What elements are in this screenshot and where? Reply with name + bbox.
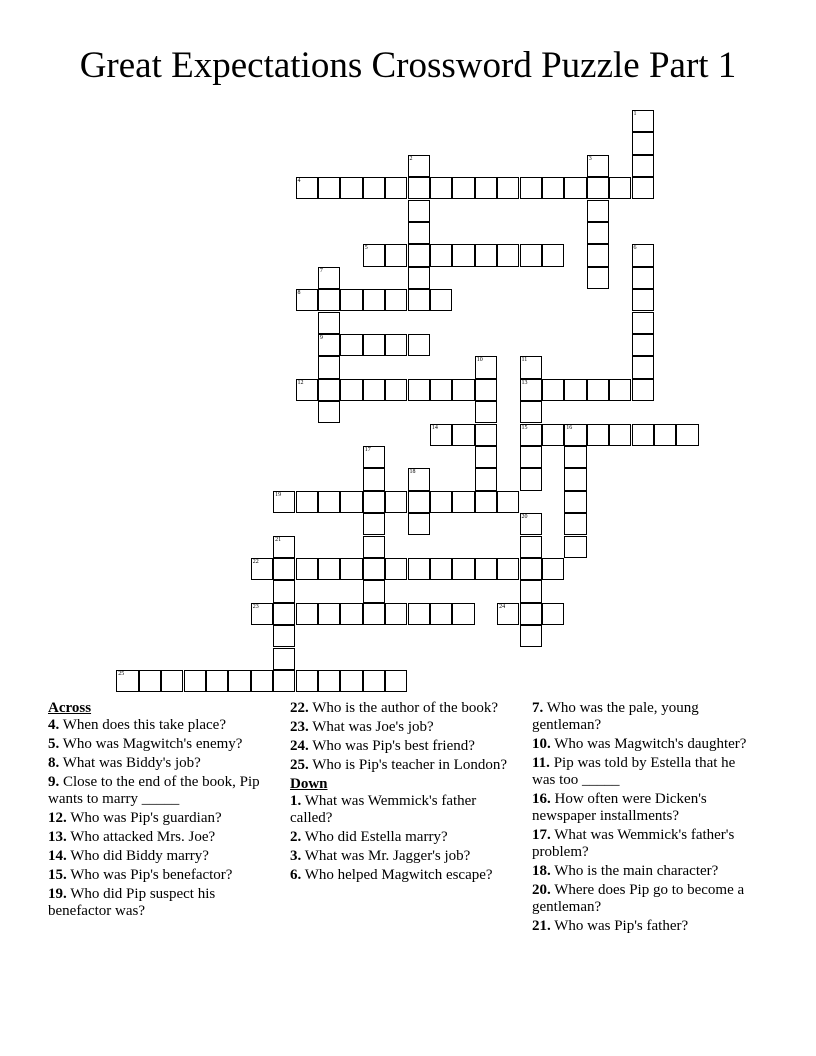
across-clue — [48, 774, 278, 808]
grid-cell[interactable] — [452, 379, 474, 401]
grid-cell[interactable] — [363, 289, 385, 311]
cell-number: 14 — [431, 424, 438, 431]
clue-number: 2. — [290, 829, 302, 845]
grid-cell[interactable] — [363, 491, 385, 513]
grid-cell[interactable] — [542, 424, 564, 446]
grid-cell[interactable] — [385, 670, 407, 692]
clues-column-2 — [290, 700, 515, 886]
grid-cell[interactable] — [497, 491, 519, 513]
grid-cell[interactable] — [587, 267, 609, 289]
clue-number: 1. — [290, 793, 302, 809]
across-clue — [48, 717, 278, 734]
grid-cell[interactable] — [340, 177, 362, 199]
grid-cell[interactable] — [452, 424, 474, 446]
grid-cell[interactable] — [632, 356, 654, 378]
grid-cell[interactable] — [520, 356, 542, 378]
across-clue — [290, 738, 515, 755]
grid-cell[interactable] — [632, 289, 654, 311]
grid-cell[interactable] — [184, 670, 206, 692]
grid-cell[interactable] — [430, 424, 452, 446]
clue-number: 14. — [48, 848, 67, 864]
cell-number: 22 — [252, 558, 259, 565]
down-clue — [532, 882, 762, 916]
clue-text: How often were Dicken's newspaper installments? — [532, 791, 707, 824]
grid-cell[interactable] — [273, 670, 295, 692]
grid-cell[interactable] — [430, 603, 452, 625]
grid-cell[interactable] — [318, 267, 340, 289]
grid-cell[interactable] — [452, 603, 474, 625]
grid-cell[interactable] — [296, 177, 318, 199]
grid-cell[interactable] — [520, 401, 542, 423]
grid-cell[interactable] — [385, 289, 407, 311]
clue-text: What was Mr. Jagger's job? — [301, 848, 471, 864]
cell-number: 10 — [476, 357, 483, 364]
grid-cell[interactable] — [520, 244, 542, 266]
clue-number: 11. — [532, 755, 550, 771]
clue-text: Who was Pip's father? — [550, 918, 689, 934]
cell-number: 1 — [633, 110, 637, 117]
grid-cell[interactable] — [564, 536, 586, 558]
grid-cell[interactable] — [273, 648, 295, 670]
grid-cell[interactable] — [363, 513, 385, 535]
cell-number: 8 — [297, 290, 301, 297]
grid-cell[interactable] — [475, 244, 497, 266]
grid-cell[interactable] — [363, 468, 385, 490]
grid-cell[interactable] — [497, 177, 519, 199]
grid-cell[interactable] — [632, 155, 654, 177]
grid-cell[interactable] — [228, 670, 250, 692]
grid-cell[interactable] — [116, 670, 138, 692]
grid-cell[interactable] — [475, 446, 497, 468]
grid-cell[interactable] — [273, 491, 295, 513]
grid-cell[interactable] — [520, 580, 542, 602]
grid-cell[interactable] — [520, 468, 542, 490]
clue-text: Close to the end of the book, Pip wants to marry _____ — [48, 774, 260, 807]
clue-number: 3. — [290, 848, 302, 864]
grid-cell[interactable] — [363, 580, 385, 602]
grid-cell[interactable] — [363, 446, 385, 468]
grid-cell[interactable] — [520, 177, 542, 199]
grid-cell[interactable] — [408, 222, 430, 244]
cell-number: 9 — [319, 334, 323, 341]
grid-cell[interactable] — [520, 558, 542, 580]
grid-cell[interactable] — [408, 468, 430, 490]
grid-cell[interactable] — [520, 536, 542, 558]
grid-cell[interactable] — [296, 379, 318, 401]
clue-number: 21. — [532, 918, 551, 934]
grid-cell[interactable] — [318, 670, 340, 692]
cell-number: 18 — [409, 469, 416, 476]
cell-number: 12 — [297, 379, 304, 386]
clue-text: Where does Pip go to become a gentleman? — [532, 882, 745, 915]
grid-cell[interactable] — [475, 401, 497, 423]
grid-cell[interactable] — [318, 603, 340, 625]
down-clue — [532, 791, 762, 825]
grid-cell[interactable] — [318, 356, 340, 378]
down-clue — [290, 793, 515, 827]
clue-text: Who did Biddy marry? — [66, 848, 209, 864]
across-clue — [48, 755, 278, 772]
grid-cell[interactable] — [632, 177, 654, 199]
clue-text: Who was Pip's best friend? — [308, 738, 475, 754]
grid-cell[interactable] — [632, 110, 654, 132]
clue-text: Who was Magwitch's daughter? — [550, 736, 747, 752]
grid-cell[interactable] — [430, 491, 452, 513]
grid-cell[interactable] — [542, 558, 564, 580]
cell-number: 20 — [521, 514, 528, 521]
grid-cell[interactable] — [564, 446, 586, 468]
grid-cell[interactable] — [318, 289, 340, 311]
grid-cell[interactable] — [452, 491, 474, 513]
clue-number: 8. — [48, 755, 60, 771]
clue-text: Who did Estella marry? — [301, 829, 448, 845]
across-clue — [290, 757, 515, 774]
grid-cell[interactable] — [296, 491, 318, 513]
clue-number: 19. — [48, 886, 67, 902]
grid-cell[interactable] — [273, 536, 295, 558]
grid-cell[interactable] — [430, 244, 452, 266]
grid-cell[interactable] — [520, 379, 542, 401]
clue-text: What was Wemmick's father called? — [290, 793, 477, 826]
cell-number: 15 — [521, 424, 528, 431]
across-clue — [48, 848, 278, 865]
cell-number: 16 — [566, 424, 573, 431]
clue-number: 5. — [48, 736, 60, 752]
grid-cell[interactable] — [452, 244, 474, 266]
grid-cell[interactable] — [587, 424, 609, 446]
grid-cell[interactable] — [273, 558, 295, 580]
cell-number: 13 — [521, 379, 528, 386]
grid-cell[interactable] — [296, 289, 318, 311]
grid-cell[interactable] — [430, 177, 452, 199]
across-clue — [48, 810, 278, 827]
cell-number: 21 — [275, 536, 282, 543]
grid-cell[interactable] — [542, 379, 564, 401]
grid-cell[interactable] — [609, 379, 631, 401]
grid-cell[interactable] — [587, 200, 609, 222]
grid-cell[interactable] — [475, 558, 497, 580]
cell-number: 5 — [364, 245, 368, 252]
grid-cell[interactable] — [475, 424, 497, 446]
grid-cell[interactable] — [340, 491, 362, 513]
across-clue — [290, 719, 515, 736]
grid-cell[interactable] — [654, 424, 676, 446]
grid-cell[interactable] — [564, 468, 586, 490]
grid-cell[interactable] — [520, 446, 542, 468]
grid-cell[interactable] — [363, 177, 385, 199]
grid-cell[interactable] — [318, 334, 340, 356]
clue-text: Who is the main character? — [550, 863, 719, 879]
grid-cell[interactable] — [408, 200, 430, 222]
grid-cell[interactable] — [273, 603, 295, 625]
cell-number: 2 — [409, 155, 413, 162]
cell-number: 25 — [118, 670, 125, 677]
grid-cell[interactable] — [296, 670, 318, 692]
grid-cell[interactable] — [452, 558, 474, 580]
grid-cell[interactable] — [430, 379, 452, 401]
clue-number: 4. — [48, 717, 60, 733]
grid-cell[interactable] — [542, 603, 564, 625]
grid-cell[interactable] — [430, 558, 452, 580]
clue-number: 22. — [290, 700, 309, 716]
grid-cell[interactable] — [676, 424, 698, 446]
clue-number: 25. — [290, 757, 309, 773]
clue-number: 7. — [532, 700, 544, 716]
clue-text: Who was Pip's guardian? — [66, 810, 222, 826]
clue-number: 24. — [290, 738, 309, 754]
page-title: Great Expectations Crossword Puzzle Part 1 — [79, 45, 737, 86]
clue-number: 16. — [532, 791, 551, 807]
clue-text: Pip was told by Estella that he was too _____ — [532, 755, 736, 788]
grid-cell[interactable] — [363, 558, 385, 580]
grid-cell[interactable] — [632, 267, 654, 289]
grid-cell[interactable] — [564, 491, 586, 513]
grid-cell[interactable] — [296, 603, 318, 625]
grid-cell[interactable] — [363, 670, 385, 692]
grid-cell[interactable] — [609, 177, 631, 199]
across-clue — [48, 867, 278, 884]
grid-cell[interactable] — [340, 670, 362, 692]
grid-cell[interactable] — [385, 491, 407, 513]
cell-number: 6 — [633, 245, 637, 252]
across-clue — [48, 829, 278, 846]
down-clue — [532, 827, 762, 861]
grid-cell[interactable] — [408, 603, 430, 625]
clue-text: Who helped Magwitch escape? — [301, 867, 493, 883]
grid-cell[interactable] — [385, 177, 407, 199]
grid-cell[interactable] — [273, 580, 295, 602]
grid-cell[interactable] — [542, 244, 564, 266]
grid-cell[interactable] — [497, 244, 519, 266]
grid-cell[interactable] — [408, 289, 430, 311]
clue-number: 17. — [532, 827, 551, 843]
grid-cell[interactable] — [587, 379, 609, 401]
grid-cell[interactable] — [273, 625, 295, 647]
grid-cell[interactable] — [251, 670, 273, 692]
grid-cell[interactable] — [318, 401, 340, 423]
down-clue — [290, 829, 515, 846]
grid-cell[interactable] — [564, 424, 586, 446]
clue-text: What was Joe's job? — [308, 719, 434, 735]
clue-text: Who did Pip suspect his benefactor was? — [48, 886, 216, 919]
clues-column-1 — [48, 700, 278, 922]
cell-number: 23 — [252, 603, 259, 610]
grid-cell[interactable] — [587, 177, 609, 199]
grid-cell[interactable] — [408, 558, 430, 580]
grid-cell[interactable] — [385, 558, 407, 580]
grid-cell[interactable] — [632, 379, 654, 401]
cell-number: 19 — [275, 491, 282, 498]
clue-text: Who was the pale, young gentleman? — [532, 700, 699, 733]
down-heading: Down — [290, 776, 328, 792]
clue-number: 9. — [48, 774, 60, 790]
grid-cell[interactable] — [385, 244, 407, 266]
grid-cell[interactable] — [475, 468, 497, 490]
grid-cell[interactable] — [520, 424, 542, 446]
grid-cell[interactable] — [408, 513, 430, 535]
down-clue — [532, 918, 762, 935]
grid-cell[interactable] — [206, 670, 228, 692]
across-clue — [290, 700, 515, 717]
grid-cell[interactable] — [318, 491, 340, 513]
cell-number: 3 — [588, 155, 592, 162]
grid-cell[interactable] — [408, 267, 430, 289]
grid-cell[interactable] — [363, 379, 385, 401]
clue-text: When does this take place? — [59, 717, 226, 733]
grid-cell[interactable] — [452, 177, 474, 199]
down-clue — [532, 736, 762, 753]
grid-cell[interactable] — [139, 670, 161, 692]
clues-column-3 — [532, 700, 762, 937]
clue-number: 15. — [48, 867, 67, 883]
grid-cell[interactable] — [632, 424, 654, 446]
clue-number: 13. — [48, 829, 67, 845]
cell-number: 24 — [499, 603, 506, 610]
cell-number: 4 — [297, 178, 301, 185]
clue-text: Who was Magwitch's enemy? — [59, 736, 243, 752]
grid-cell[interactable] — [408, 177, 430, 199]
grid-cell[interactable] — [632, 334, 654, 356]
grid-cell[interactable] — [475, 356, 497, 378]
down-clue — [532, 755, 762, 789]
grid-cell[interactable] — [385, 379, 407, 401]
grid-cell[interactable] — [430, 289, 452, 311]
grid-cell[interactable] — [475, 177, 497, 199]
grid-cell[interactable] — [363, 603, 385, 625]
grid-cell[interactable] — [251, 603, 273, 625]
grid-cell[interactable] — [385, 603, 407, 625]
clue-text: Who is the author of the book? — [308, 700, 499, 716]
grid-cell[interactable] — [587, 222, 609, 244]
grid-cell[interactable] — [587, 155, 609, 177]
grid-cell[interactable] — [520, 513, 542, 535]
grid-cell[interactable] — [363, 334, 385, 356]
clue-number: 10. — [532, 736, 551, 752]
across-heading: Across — [48, 700, 92, 716]
down-clue — [532, 863, 762, 880]
across-clue — [48, 886, 278, 920]
clue-text: Who attacked Mrs. Joe? — [66, 829, 216, 845]
grid-cell[interactable] — [564, 379, 586, 401]
grid-cell[interactable] — [363, 244, 385, 266]
grid-cell[interactable] — [340, 603, 362, 625]
down-clue — [290, 867, 515, 884]
grid-cell[interactable] — [520, 625, 542, 647]
clue-text: What was Biddy's job? — [59, 755, 201, 771]
grid-cell[interactable] — [564, 177, 586, 199]
grid-cell[interactable] — [340, 289, 362, 311]
grid-cell[interactable] — [340, 334, 362, 356]
clue-text: Who is Pip's teacher in London? — [308, 757, 507, 773]
grid-cell[interactable] — [363, 536, 385, 558]
grid-cell[interactable] — [564, 513, 586, 535]
grid-cell[interactable] — [542, 177, 564, 199]
clue-number: 6. — [290, 867, 302, 883]
grid-cell[interactable] — [497, 558, 519, 580]
cell-number: 17 — [364, 446, 371, 453]
down-clue — [290, 848, 515, 865]
grid-cell[interactable] — [318, 379, 340, 401]
clue-text: Who was Pip's benefactor? — [66, 867, 233, 883]
grid-cell[interactable] — [408, 244, 430, 266]
grid-cell[interactable] — [296, 558, 318, 580]
grid-cell[interactable] — [497, 603, 519, 625]
cell-number: 7 — [319, 267, 323, 274]
grid-cell[interactable] — [408, 334, 430, 356]
grid-cell[interactable] — [520, 603, 542, 625]
clue-number: 23. — [290, 719, 309, 735]
grid-cell[interactable] — [385, 334, 407, 356]
down-clue — [532, 700, 762, 734]
clue-text: What was Wemmick's father's problem? — [532, 827, 735, 860]
grid-cell[interactable] — [609, 424, 631, 446]
clue-number: 12. — [48, 810, 67, 826]
grid-cell[interactable] — [318, 558, 340, 580]
grid-cell[interactable] — [587, 244, 609, 266]
cell-number: 11 — [521, 357, 528, 364]
grid-cell[interactable] — [318, 177, 340, 199]
clue-number: 20. — [532, 882, 551, 898]
across-clue — [48, 736, 278, 753]
grid-cell[interactable] — [408, 155, 430, 177]
grid-cell[interactable] — [340, 558, 362, 580]
grid-cell[interactable] — [251, 558, 273, 580]
grid-cell[interactable] — [632, 244, 654, 266]
grid-cell[interactable] — [408, 379, 430, 401]
grid-cell[interactable] — [408, 491, 430, 513]
grid-cell[interactable] — [475, 379, 497, 401]
grid-cell[interactable] — [632, 312, 654, 334]
grid-cell[interactable] — [161, 670, 183, 692]
grid-cell[interactable] — [340, 379, 362, 401]
grid-cell[interactable] — [475, 491, 497, 513]
grid-cell[interactable] — [318, 312, 340, 334]
grid-cell[interactable] — [632, 132, 654, 154]
clue-number: 18. — [532, 863, 551, 879]
